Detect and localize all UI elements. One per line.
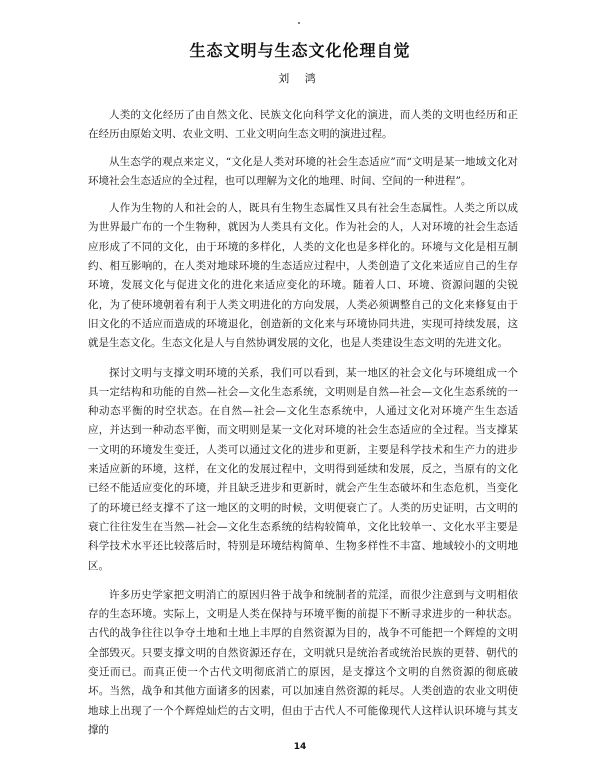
page-number: 14 <box>293 742 307 752</box>
paragraph-2: 从生态学的观点来定义，“文化是人类对环境的社会生态适应”而“文明是某一地域文化对环境社会生态适应的全过程，也可以理解为文化的地理、时间、空间的一种进程”。 <box>88 155 518 187</box>
page-title: 生态文明与生态文化伦理自觉 <box>189 41 411 60</box>
scan-speck <box>298 22 300 24</box>
paragraph-3: 人作为生物的人和社会的人，既具有生物生态属性又具有社会生态属性。人类之所以成为世界最广布的一个生物种，就因为人类具有文化。作为社会的人，人对环境的社会生态适应形成了不同的文化，由于环境的多样化，人类的文化也是多样化的。环境与文化是相互制约、相互影响的，在人类对地球环境的生态适应过程中，人类创造了文化来适应自己的生存环境，发展文化与促进文化的进化来适应变化的环境。随着人口、环境、资源问题的尖锐化，为了使环境朝着有利于人类文明进化的方向发展，人类必须调整自己的文化来修复由于旧文化的不适应而造成的环境退化，创造新的文化来与环境协同共进，实现可持续发展，这就是生态文化。生态文化是人与自然协调发展的文化，也是人类建设生态文明的先进文化。 <box>88 202 518 350</box>
article-body <box>88 106 518 748</box>
paragraph-5: 许多历史学家把文明消亡的原因归咎于战争和统制者的荒淫，而很少注意到与文明相依存的生态环境。实际上，文明是人类在保持与环境平衡的前提下不断寻求进步的一种状态。古代的战争往往以争夺土地和土地上丰厚的自然资源为目的，战争不可能把一个辉煌的文明全部毁灭。只要支撑文明的自然资源还存在，文明就只是统治者或统治民族的更替、朝代的变迁而已。而真正使一个古代文明彻底消亡的原因，是支撑这个文明的自然资源的彻底破坏。当然，战争和其他方面诸多的因素，可以加速自然资源的耗尽。人类创造的农业文明使地球上出现了一个个辉煌灿烂的古文明，但由于古代人不可能像现代人这样认识环境与其支撑的 <box>88 588 518 736</box>
author-name: 刘 鸿 <box>278 72 322 85</box>
paragraph-4: 探讨文明与支撑文明环境的关系，我们可以看到，某一地区的社会文化与环境组成一个具一定结构和功能的自然—社会—文化生态系统，文明则是自然—社会—文化生态系统的一种动态平衡的时空状态。在自然—社会—文化生态系统中，人通过文化对环境产生生态适应，并达到一种动态平衡，而文明则是某一文化对环境的社会生态适应的全过程。当支撑某一文明的环境发生变迁，人类可以通过文化的进步和更新，主要是科学技术和生产力的进步来适应新的环境，这样，在文化的发展过程中，文明得到延续和发展，反之，当原有的文化已经不能适应变化的环境，并且缺乏进步和更新时，就会产生生态破坏和生态危机，当变化了的环境已经支撑不了这一地区的文明的时候，文明便衰亡了。人类的历史证明，古文明的衰亡往往发生在当然—社会—文化生态系统的结构较简单，文化比较单一、文化水平主要是科学技术水平还比较落后时，特别是环境结构简单、生物多样性不丰富、地域较小的文明地区。 <box>88 366 518 572</box>
paragraph-1: 人类的文化经历了由自然文化、民族文化向科学文化的演进，而人类的文明也经历和正在经历由原始文明、农业文明、工业文明向生态文明的演进过程。 <box>88 109 518 141</box>
